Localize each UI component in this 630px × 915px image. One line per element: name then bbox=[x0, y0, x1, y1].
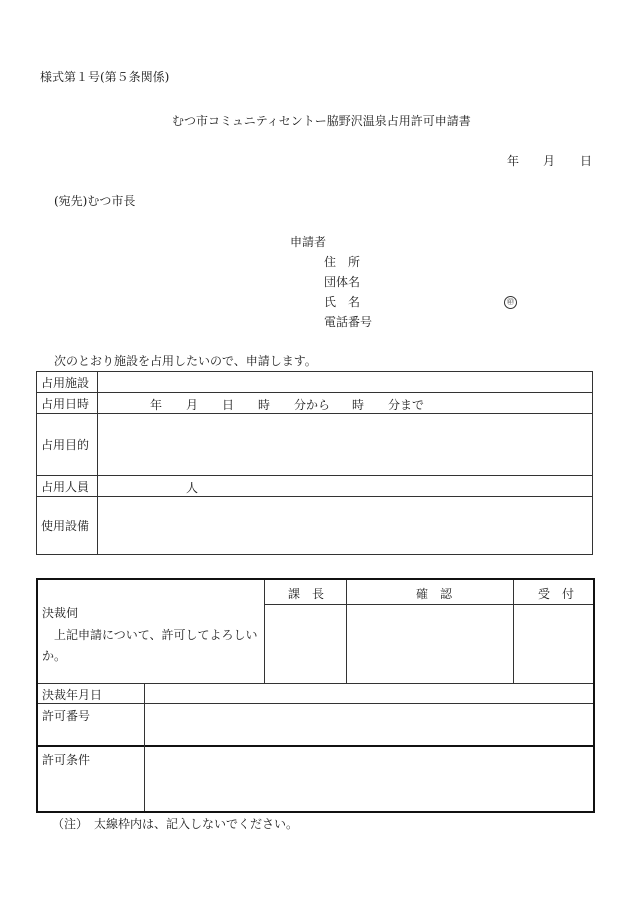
row-people bbox=[37, 476, 593, 497]
form-number: 様式第１号(第５条関係) bbox=[40, 70, 170, 84]
row-datetime bbox=[37, 393, 593, 414]
people-unit: 人 bbox=[186, 481, 199, 495]
permit-conditions-label: 許可条件 bbox=[42, 753, 91, 767]
permit-conditions-field[interactable] bbox=[145, 747, 593, 809]
decision-text: 上記申請について、許可してよろしいか。 bbox=[42, 628, 258, 663]
seal-mark bbox=[504, 293, 517, 309]
col-chief-label: 課 長 bbox=[288, 587, 325, 601]
date-year-label: 年 bbox=[507, 154, 520, 168]
permit-number-field[interactable] bbox=[145, 704, 593, 745]
people-field[interactable] bbox=[98, 476, 593, 497]
footnote: （注） 太線枠内は、記入しないでください。 bbox=[52, 817, 299, 831]
page-title: むつ市コミュニティセントー脇野沢温泉占用許可申請書 bbox=[172, 114, 471, 128]
dt-minute-from: 分から bbox=[294, 398, 331, 412]
applicant-phone-label: 電話番号 bbox=[324, 315, 373, 329]
dt-year: 年 bbox=[150, 398, 163, 412]
decision-date-field[interactable] bbox=[145, 684, 593, 703]
dt-month: 月 bbox=[186, 398, 199, 412]
col-confirm-label: 確 認 bbox=[416, 587, 453, 601]
permit-number-label: 許可番号 bbox=[42, 709, 91, 723]
datetime-label: 占用日時 bbox=[37, 393, 98, 414]
usage-table bbox=[36, 371, 593, 555]
row-facility bbox=[37, 372, 593, 393]
facility-label: 占用施設 bbox=[37, 372, 98, 393]
dt-day: 日 bbox=[222, 398, 235, 412]
people-label: 占用人員 bbox=[37, 476, 98, 497]
office-use-box bbox=[36, 578, 595, 813]
receipt-approval-cell[interactable] bbox=[514, 605, 593, 683]
seal-icon: ㊞ bbox=[504, 296, 517, 309]
confirm-approval-cell[interactable] bbox=[347, 605, 513, 683]
decision-date-label: 決裁年月日 bbox=[42, 688, 103, 702]
equipment-field[interactable] bbox=[98, 497, 593, 555]
applicant-heading: 申請者 bbox=[290, 235, 327, 249]
date-month-label: 月 bbox=[543, 154, 556, 168]
facility-field[interactable] bbox=[98, 372, 593, 393]
equipment-label: 使用設備 bbox=[37, 497, 98, 555]
decision-title: 決裁伺 bbox=[42, 606, 79, 620]
addressee: (宛先)むつ市長 bbox=[54, 194, 136, 208]
applicant-name-label: 氏 名 bbox=[324, 295, 361, 309]
purpose-field[interactable] bbox=[98, 414, 593, 476]
dt-hour-to: 時 bbox=[352, 398, 365, 412]
purpose-label: 占用目的 bbox=[37, 414, 98, 476]
dt-hour: 時 bbox=[258, 398, 271, 412]
dt-minute-to: 分まで bbox=[388, 398, 425, 412]
col-receipt-label: 受 付 bbox=[538, 587, 575, 601]
row-purpose bbox=[37, 414, 593, 476]
chief-approval-cell[interactable] bbox=[265, 605, 346, 683]
applicant-address-label: 住 所 bbox=[324, 255, 361, 269]
applicant-organization-label: 団体名 bbox=[324, 275, 361, 289]
datetime-field[interactable] bbox=[98, 393, 593, 414]
row-equipment bbox=[37, 497, 593, 555]
date-day-label: 日 bbox=[580, 154, 593, 168]
intro-text: 次のとおり施設を占用したいので、申請します。 bbox=[54, 354, 317, 368]
